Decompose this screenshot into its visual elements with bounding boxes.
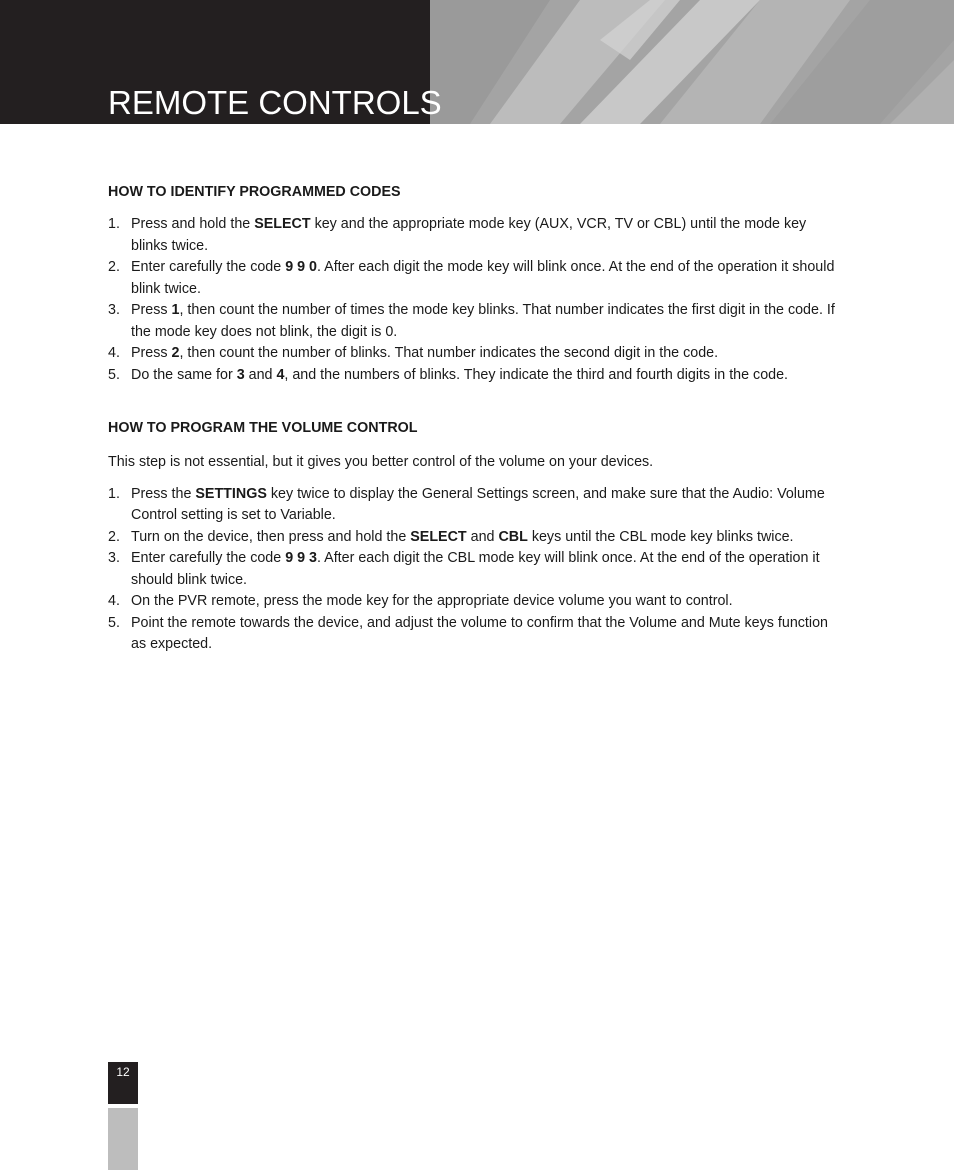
section-volume-control: [108, 419, 843, 656]
list-item: 5. Do the same for 3 and 4, and the numbers of blinks. They indicate the third and fourth digits in the code.: [108, 366, 789, 383]
section-heading: HOW TO IDENTIFY PROGRAMMED CODES: [108, 184, 401, 200]
section-identify-codes: [108, 183, 843, 386]
list-item: 4. On the PVR remote, press the mode key for the appropriate device volume you want to control.: [108, 593, 733, 609]
list-item: 1. Press the SETTINGS key twice to display the General Settings screen, and make sure that the Audio: Volume Control setting is set to Variable.: [108, 485, 825, 523]
section-intro: This step is not essential, but it gives you better control of the volume on your devices.: [108, 454, 654, 470]
list-item: 4. Press 2, then count the number of blinks. That number indicates the second digit in the code.: [108, 345, 719, 361]
list-item: 2. Turn on the device, then press and hold the SELECT and CBL keys until the CBL mode key blinks twice.: [108, 528, 794, 545]
header-decorative-graphic: [430, 0, 954, 124]
section-heading: HOW TO PROGRAM THE VOLUME CONTROL: [108, 420, 418, 436]
list-item: 5. Point the remote towards the device, and adjust the volume to confirm that the Volume and Mute keys function as expected.: [108, 614, 828, 652]
page-number-tab: [108, 1062, 138, 1104]
list-item: 3. Enter carefully the code 9 9 3. After each digit the CBL mode key will blink once. At the end of the operation it should blink twice.: [108, 550, 820, 588]
page-tab-decoration: [108, 1108, 138, 1170]
list-item: 1. Press and hold the SELECT key and the appropriate mode key (AUX, VCR, TV or CBL) until the mode key blinks twice.: [108, 216, 807, 254]
list-item: 3. Press 1, then count the number of times the mode key blinks. That number indicates the first digit in the code. If the mode key does not blink, the digit is 0.: [108, 302, 835, 340]
page-title: REMOTE CONTROLS: [108, 84, 442, 121]
list-item: 2. Enter carefully the code 9 9 0. After each digit the mode key will blink once. At the end of the operation it should blink twice.: [108, 259, 835, 297]
page-header: [0, 0, 954, 124]
steps-list: [108, 214, 843, 386]
page-number: 12: [116, 1065, 130, 1079]
steps-list: [108, 484, 843, 656]
main-content: [108, 183, 843, 656]
